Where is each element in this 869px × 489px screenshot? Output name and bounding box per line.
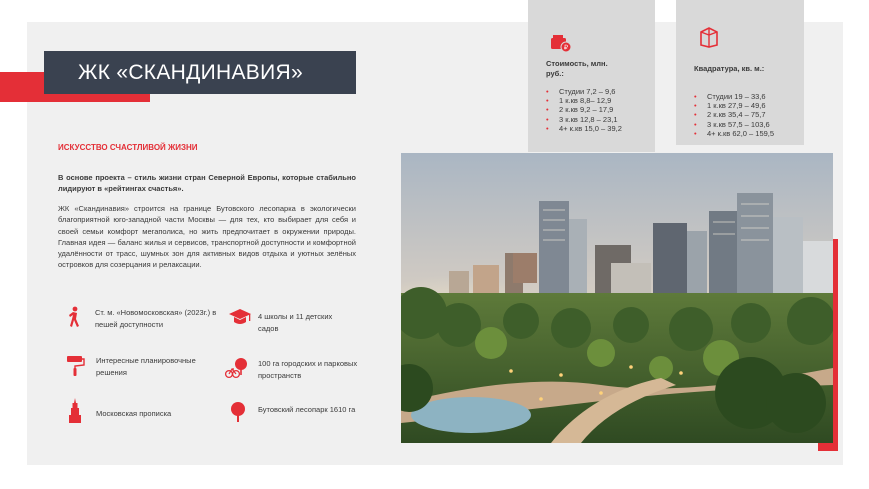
feature-schools-text: 4 школы и 11 детских садов: [258, 312, 333, 333]
feature-parks-text: 100 га городских и парковых пространств: [258, 359, 358, 380]
area-card: [676, 0, 804, 145]
feature-metro: [64, 306, 220, 330]
walking-person-icon: [64, 306, 84, 328]
area-item-2room: • 2 к.кв 35,4 – 75,7: [694, 110, 774, 119]
intro-text: В основе проекта – стиль жизни стран Северной Европы, которые стабильно лидируют в «рейтингах счастья».: [58, 173, 356, 194]
paint-roller-icon: [65, 355, 85, 377]
feature-planning-text: Интересные планировочные решения: [96, 356, 196, 377]
price-item-studio: • Студии 7,2 – 9,6: [546, 87, 622, 96]
svg-text:₽: ₽: [563, 44, 569, 52]
price-card-label: Стоимость, млн. руб.:: [546, 59, 608, 78]
feature-planning: [65, 355, 211, 378]
complex-render-image: [401, 153, 833, 443]
area-item-3room: • 3 к.кв 57,5 – 103,6: [694, 120, 774, 129]
price-item-2room: • 2 к.кв 9,2 – 17,9: [546, 105, 622, 114]
area-card-label: Квадратура, кв. м.:: [694, 64, 765, 73]
feature-registration: [65, 398, 211, 424]
price-list: [546, 87, 622, 133]
description-text: ЖК «Скандинавия» строится на границе Бутовского лесопарка в экологически благоприятной юго-западной части Москвы — для тех, кто выбирает для себя и своей семьи комфорт мегаполиса, но жить предпочитает в окружении природы. Главная идея — баланс жилья и сервисов, транспортной доступности и комфортной удалённости от трасс, шумных зон для активных видов отдыха и уютных зелёных островков для созерцания и релаксации.: [58, 204, 356, 270]
kremlin-tower-icon: [65, 398, 85, 424]
price-item-1room: • 1 к.кв 8,8– 12,9: [546, 96, 622, 105]
section-subheading: ИСКУССТВО СЧАСТЛИВОЙ ЖИЗНИ: [58, 143, 198, 152]
tree-icon: [228, 401, 248, 423]
area-item-studio: • Студии 19 – 33,6: [694, 92, 774, 101]
page-title: ЖК «СКАНДИНАВИЯ»: [78, 60, 303, 84]
area-item-4room: • 4+ к.кв 62,0 – 159,5: [694, 129, 774, 138]
feature-forest-text: Бутовский лесопарк 1610 га: [258, 405, 356, 414]
floor-plan-icon: [698, 26, 720, 48]
title-banner: [44, 51, 356, 94]
area-item-1room: • 1 к.кв 27,9 – 49,6: [694, 101, 774, 110]
feature-parks: [224, 357, 358, 381]
residential-complex-render: [401, 153, 833, 443]
price-item-3room: • 3 к.кв 12,8 – 23,1: [546, 115, 622, 124]
price-item-4room: • 4+ к.кв 15,0 – 39,2: [546, 124, 622, 133]
feature-forest: [228, 401, 358, 423]
price-card: [528, 0, 655, 152]
feature-schools: [228, 307, 348, 334]
feature-registration-text: Московская прописка: [96, 409, 172, 418]
feature-metro-text: Ст. м. «Новомосковская» (2023г.) в пешей доступности: [95, 308, 217, 329]
bicycle-tree-icon: [224, 357, 250, 379]
area-list: [694, 92, 774, 138]
graduation-cap-icon: [228, 307, 252, 327]
wallet-coin-icon: [550, 32, 572, 54]
